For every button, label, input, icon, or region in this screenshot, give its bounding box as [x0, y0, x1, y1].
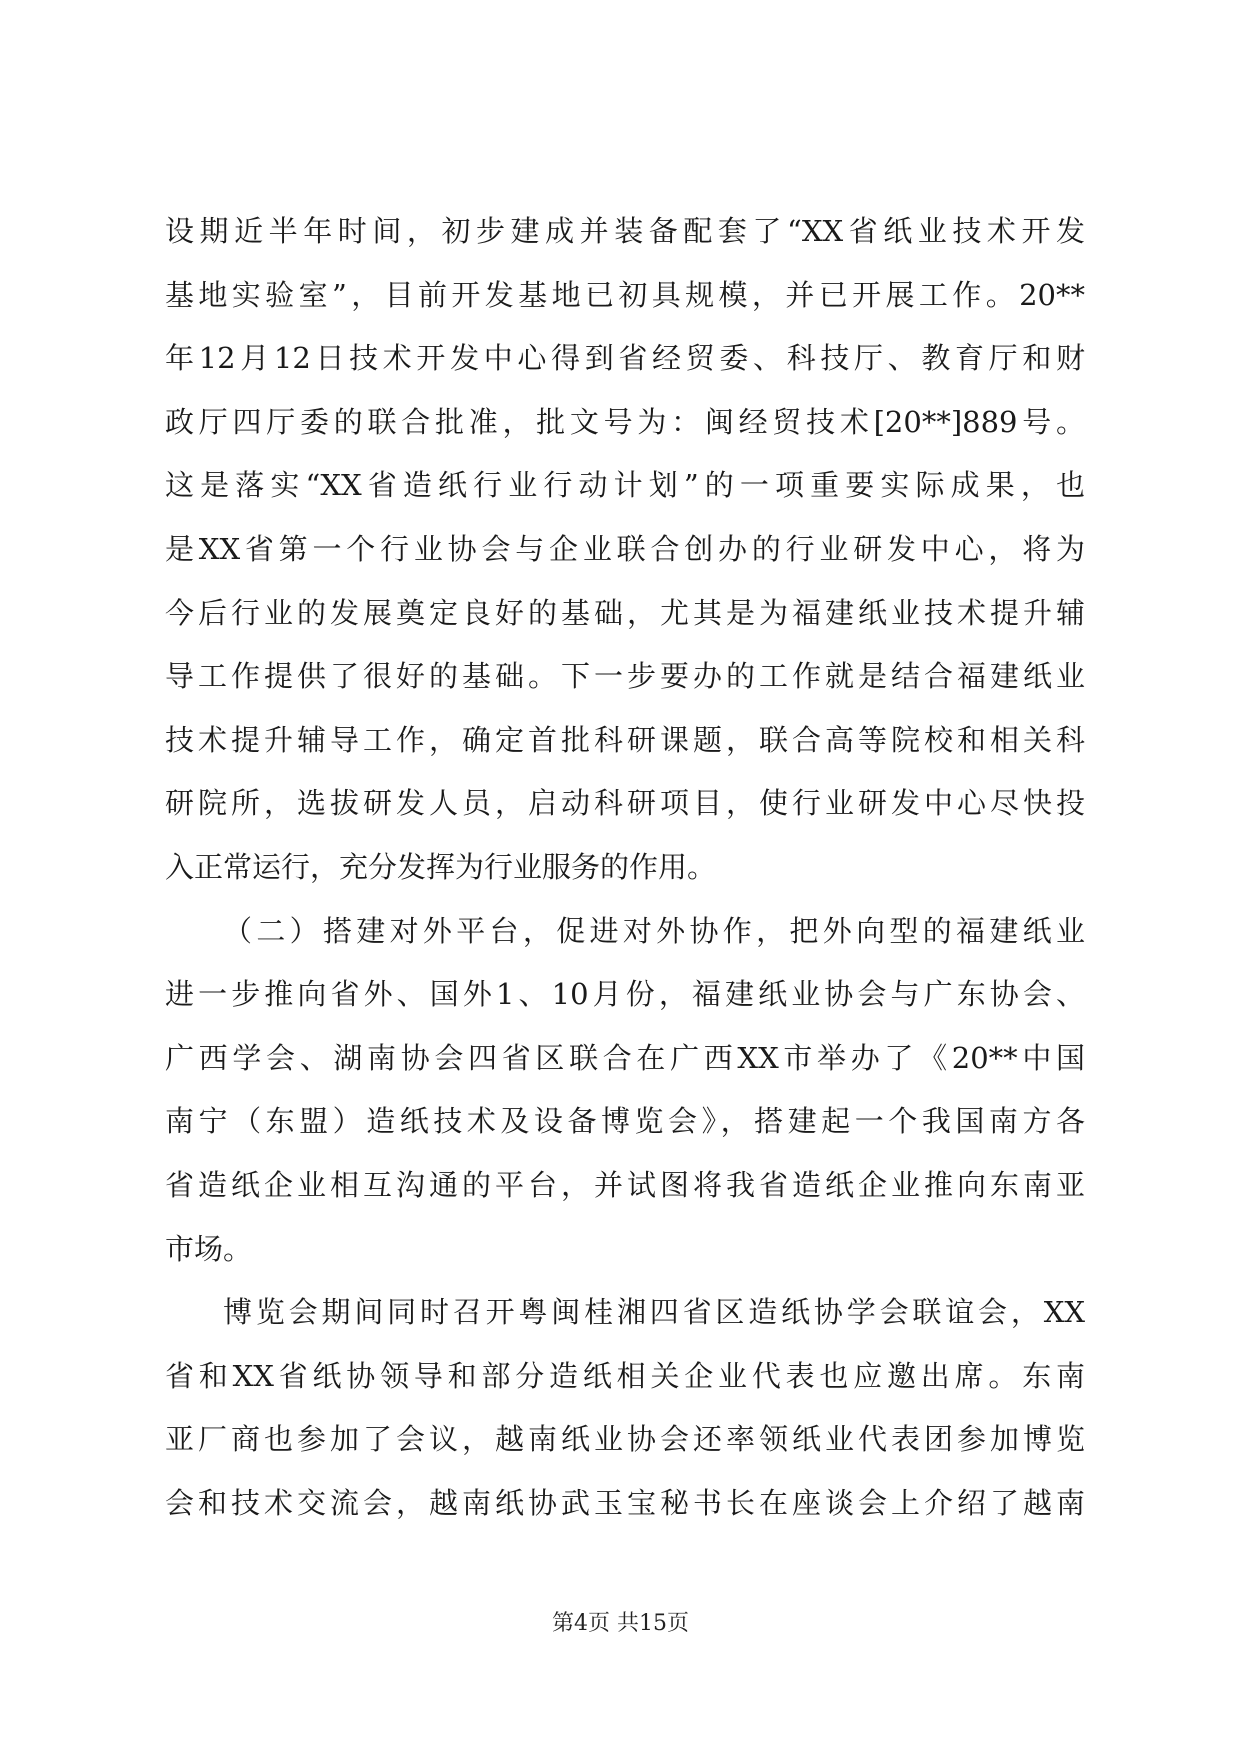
text-line: 导工作提供了很好的基础。下一步要办的工作就是结合福建纸业	[165, 659, 1085, 694]
text-line: 基地实验室”，目前开发基地已初具规模，并已开展工作。20**	[165, 277, 1085, 312]
text-line: 研院所，选拔研发人员，启动科研项目，使行业研发中心尽快投	[165, 786, 1085, 821]
text-line: 广西学会、湖南协会四省区联合在广西XX市举办了《20**中国	[165, 1040, 1085, 1075]
text-line: 会和技术交流会，越南纸协武玉宝秘书长在座谈会上介绍了越南	[165, 1485, 1085, 1520]
text-line: 设期近半年时间，初步建成并装备配套了“XX省纸业技术开发	[165, 214, 1085, 248]
text-line: 博览会期间同时召开粤闽桂湘四省区造纸协学会联谊会，XX	[223, 1295, 1085, 1330]
text-line: 今后行业的发展奠定良好的基础，尤其是为福建纸业技术提升辅	[165, 595, 1085, 630]
text-line: 政厅四厅委的联合批准，批文号为：闽经贸技术[20**]889号。	[165, 404, 1085, 439]
page-number-footer: 第4页 共15页	[552, 1611, 689, 1636]
text-line: 入正常运行，充分发挥为行业服务的作用。	[165, 849, 717, 884]
text-line: 进一步推向省外、国外1、10月份，福建纸业协会与广东协会、	[165, 977, 1085, 1012]
text-line: 省造纸企业相互沟通的平台，并试图将我省造纸企业推向东南亚	[165, 1167, 1085, 1202]
text-line: 南宁（东盟）造纸技术及设备博览会》，搭建起一个我国南方各	[165, 1104, 1085, 1139]
text-line: 亚厂商也参加了会议，越南纸业协会还率领纸业代表团参加博览	[165, 1422, 1085, 1457]
text-line: 是XX省第一个行业协会与企业联合创办的行业研发中心，将为	[165, 531, 1085, 566]
text-line: 这是落实“XX省造纸行业行动计划”的一项重要实际成果，也	[165, 468, 1085, 503]
text-line: 省和XX省纸协领导和部分造纸相关企业代表也应邀出席。东南	[165, 1358, 1085, 1393]
body-text	[165, 200, 1085, 1535]
text-line: 年12月12日技术开发中心得到省经贸委、科技厅、教育厅和财	[165, 341, 1085, 376]
text-line: 市场。	[165, 1231, 253, 1266]
text-line: （二）搭建对外平台，促进对外协作，把外向型的福建纸业	[223, 913, 1085, 948]
text-line: 技术提升辅导工作，确定首批科研课题，联合高等院校和相关科	[165, 722, 1085, 757]
